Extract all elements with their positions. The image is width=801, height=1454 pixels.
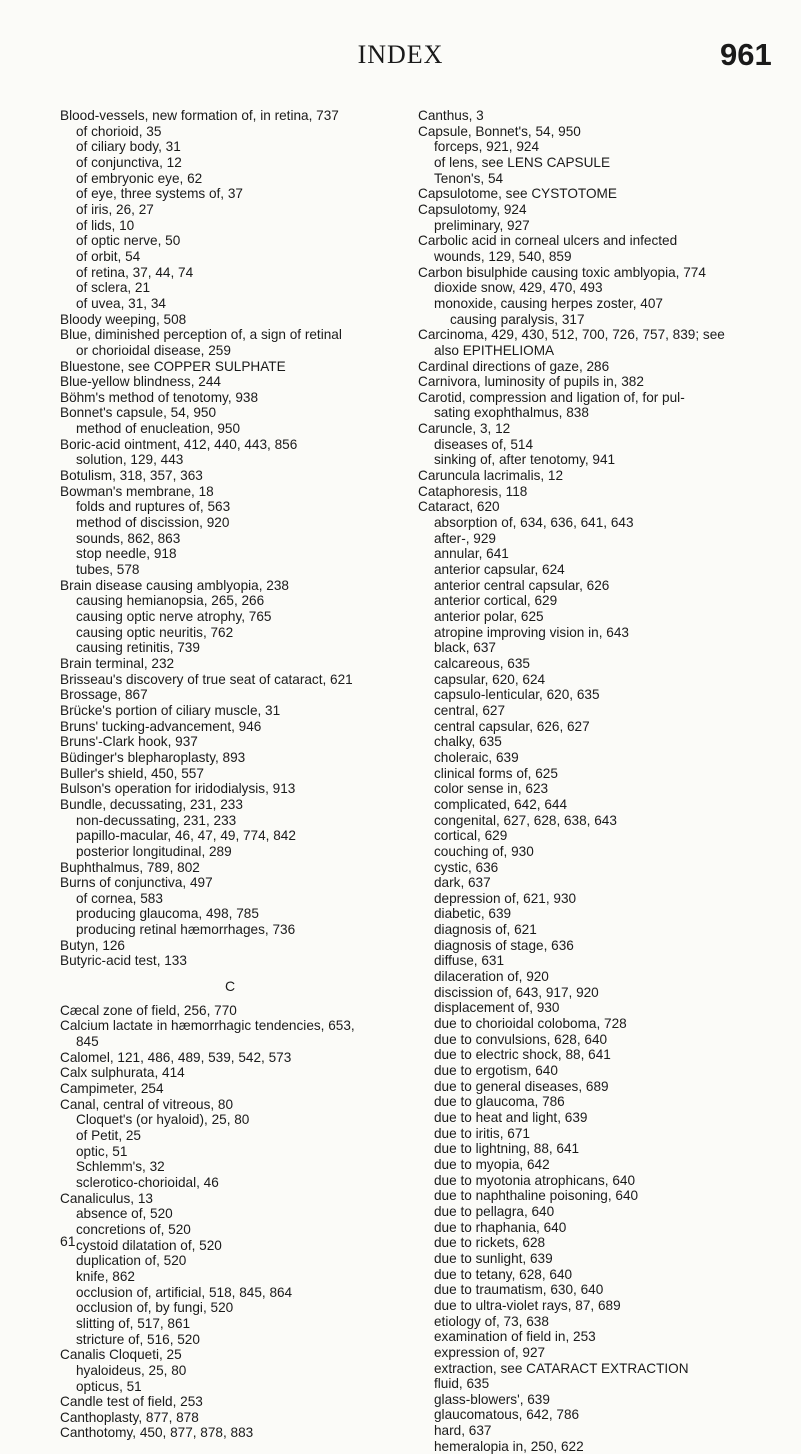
index-entry: Burns of conjunctiva, 497	[60, 875, 213, 891]
index-subentry: sating exophthalmus, 838	[434, 405, 589, 421]
index-subentry: due to electric shock, 88, 641	[434, 1047, 611, 1063]
index-entry: Botulism, 318, 357, 363	[60, 468, 203, 484]
index-entry: Brisseau's discovery of true seat of cataract, 621	[60, 671, 353, 687]
index-subentry: diagnosis of, 621	[434, 922, 537, 938]
index-subentry: anterior cortical, 629	[434, 593, 558, 609]
index-subentry: stricture of, 516, 520	[76, 1331, 200, 1347]
index-subentry: capsular, 620, 624	[434, 671, 546, 687]
index-entry: Carbon bisulphide causing toxic amblyopia, 774	[418, 264, 706, 280]
index-entry: Canthoplasty, 877, 878	[60, 1409, 199, 1425]
index-subentry: of retina, 37, 44, 74	[76, 264, 194, 280]
index-entry: Canaliculus, 13	[60, 1190, 153, 1206]
index-subentry: dilaceration of, 920	[434, 969, 549, 985]
index-entry: Carnivora, luminosity of pupils in, 382	[418, 374, 644, 390]
index-subentry: slitting of, 517, 861	[76, 1315, 191, 1331]
index-subentry: fluid, 635	[434, 1376, 490, 1392]
index-subentry: after-, 929	[434, 530, 496, 546]
index-entry: Carcinoma, 429, 430, 512, 700, 726, 757, 839; see	[418, 327, 725, 343]
index-subentry: wounds, 129, 540, 859	[434, 248, 572, 264]
index-entry: Bundle, decussating, 231, 233	[60, 796, 243, 812]
index-entry: Cataphoresis, 118	[418, 483, 528, 499]
index-subentry: diabetic, 639	[434, 906, 512, 922]
index-entry: Canthus, 3	[418, 108, 484, 123]
index-subentry: optic, 51	[76, 1143, 128, 1159]
index-entry: Blue-yellow blindness, 244	[60, 374, 221, 390]
index-subentry: diagnosis of stage, 636	[434, 937, 574, 953]
index-subentry: couching of, 930	[434, 843, 534, 859]
index-entry: Buller's shield, 450, 557	[60, 765, 204, 781]
index-subentry: choleraic, 639	[434, 749, 519, 765]
index-subentry: expression of, 927	[434, 1344, 546, 1360]
index-subentry: black, 637	[434, 640, 496, 656]
page-title: INDEX	[357, 40, 444, 69]
index-subentry: cortical, 629	[434, 828, 508, 844]
index-subentry: color sense in, 623	[434, 781, 549, 797]
index-subentry: monoxide, causing herpes zoster, 407	[434, 295, 663, 311]
index-subentry: of iris, 26, 27	[76, 201, 154, 217]
index-entry: Capsulotomy, 924	[418, 201, 527, 217]
index-entry: Calomel, 121, 486, 489, 539, 542, 573	[60, 1049, 292, 1065]
index-subentry: Schlemm's, 32	[76, 1159, 165, 1175]
index-entry: Campimeter, 254	[60, 1081, 164, 1097]
index-entry: Butyn, 126	[60, 937, 125, 953]
index-entry: Bonnet's capsule, 54, 950	[60, 405, 217, 421]
index-subentry: clinical forms of, 625	[434, 765, 558, 781]
index-subentry: anterior central capsular, 626	[434, 577, 610, 593]
index-entry: Butyric-acid test, 133	[60, 953, 187, 969]
index-subentry: due to rhaphania, 640	[434, 1219, 567, 1235]
index-subentry: papillo-macular, 46, 47, 49, 774, 842	[76, 828, 296, 844]
index-subentry: due to traumatism, 630, 640	[434, 1282, 604, 1298]
index-subentry: due to rickets, 628	[434, 1235, 546, 1251]
index-subentry: due to ultra-violet rays, 87, 689	[434, 1297, 621, 1313]
index-subentry: due to ergotism, 640	[434, 1063, 558, 1079]
index-subentry: complicated, 642, 644	[434, 796, 568, 812]
index-entry: Bluestone, see COPPER SULPHATE	[60, 358, 286, 374]
index-subentry: due to heat and light, 639	[434, 1110, 588, 1125]
index-column-left	[60, 108, 400, 1441]
index-subentry: method of discission, 920	[76, 515, 230, 531]
index-subentry: cystic, 636	[434, 859, 499, 875]
index-subentry: producing glaucoma, 498, 785	[76, 906, 259, 922]
index-entry: Capsulotome, see CYSTOTOME	[418, 186, 617, 202]
index-subentry: of lids, 10	[76, 217, 135, 233]
index-subentry: calcareous, 635	[434, 655, 530, 671]
index-subentry: producing retinal hæmorrhages, 736	[76, 922, 296, 938]
index-subentry: central capsular, 626, 627	[434, 718, 590, 734]
index-subentry: of ciliary body, 31	[76, 139, 181, 155]
index-subentry: diseases of, 514	[434, 436, 533, 452]
index-subentry: examination of field in, 253	[434, 1329, 596, 1345]
index-subentry: causing optic neuritis, 762	[76, 624, 234, 640]
index-subentry: solution, 129, 443	[76, 452, 184, 468]
index-subentry: anterior polar, 625	[434, 609, 544, 624]
index-entry: Calx sulphurata, 414	[60, 1065, 185, 1081]
index-subentry: due to naphthaline poisoning, 640	[434, 1188, 639, 1204]
index-subentry: displacement of, 930	[434, 1000, 560, 1016]
index-subentry: causing retinitis, 739	[76, 640, 200, 656]
index-subentry: causing optic nerve atrophy, 765	[76, 609, 272, 624]
index-subentry: stop needle, 918	[76, 546, 177, 562]
index-column-right	[418, 108, 792, 1454]
index-subentry: folds and ruptures of, 563	[76, 499, 231, 515]
index-entry: Candle test of field, 253	[60, 1394, 203, 1410]
index-subentry: sounds, 862, 863	[76, 530, 181, 546]
index-subentry: causing hemianopsia, 265, 266	[76, 593, 265, 609]
index-subentry: dioxide snow, 429, 470, 493	[434, 280, 603, 296]
index-subentry: due to iritis, 671	[434, 1125, 530, 1141]
index-subentry: preliminary, 927	[434, 217, 530, 233]
index-subentry: of lens, see LENS CAPSULE	[434, 154, 611, 170]
index-subentry: due to glaucoma, 786	[434, 1094, 565, 1110]
index-entry: Bowman's membrane, 18	[60, 483, 214, 499]
index-subentry: due to general diseases, 689	[434, 1078, 609, 1094]
index-subentry: duplication of, 520	[76, 1253, 187, 1269]
index-subentry: atropine improving vision in, 643	[434, 624, 629, 640]
index-entry: Böhm's method of tenotomy, 938	[60, 389, 259, 405]
index-subentry: glass-blowers', 639	[434, 1391, 550, 1407]
index-entry: Bloody weeping, 508	[60, 311, 187, 327]
index-subentry: of uvea, 31, 34	[76, 295, 166, 311]
index-subentry: of Petit, 25	[76, 1128, 141, 1143]
index-subentry: posterior longitudinal, 289	[76, 843, 232, 859]
index-subentry: sclerotico-chorioidal, 46	[76, 1174, 219, 1190]
index-entry: Brain disease causing amblyopia, 238	[60, 577, 289, 593]
index-entry: Caruncula lacrimalis, 12	[418, 468, 564, 484]
index-entry: Carbolic acid in corneal ulcers and infected	[418, 233, 678, 249]
index-entry: Buphthalmus, 789, 802	[60, 859, 200, 875]
index-entry: Büdinger's blepharoplasty, 893	[60, 749, 246, 765]
index-subentry: knife, 862	[76, 1268, 135, 1284]
index-subentry: due to myotonia atrophicans, 640	[434, 1172, 636, 1188]
index-subentry: of optic nerve, 50	[76, 233, 181, 249]
index-subentry: method of enucleation, 950	[76, 421, 241, 437]
index-subentry: due to convulsions, 628, 640	[434, 1031, 608, 1047]
index-subentry: or chorioidal disease, 259	[76, 342, 231, 358]
index-subentry: depression of, 621, 930	[434, 890, 577, 906]
index-subentry: absorption of, 634, 636, 641, 643	[434, 515, 634, 531]
index-subentry: Cloquet's (or hyaloid), 25, 80	[76, 1112, 250, 1128]
index-subentry: of sclera, 21	[76, 280, 151, 296]
index-subentry: due to sunlight, 639	[434, 1250, 553, 1266]
index-subentry: discission of, 643, 917, 920	[434, 984, 599, 1000]
index-entry: Blue, diminished perception of, a sign of retinal	[60, 327, 342, 343]
index-entry: Bruns' tucking-advancement, 946	[60, 718, 262, 734]
index-subentry: absence of, 520	[76, 1206, 173, 1222]
index-subentry: due to pellagra, 640	[434, 1203, 555, 1219]
index-subentry: forceps, 921, 924	[434, 139, 540, 155]
index-subentry: of embryonic eye, 62	[76, 170, 203, 186]
index-entry: Canal, central of vitreous, 80	[60, 1096, 234, 1112]
index-subentry: of conjunctiva, 12	[76, 154, 182, 170]
page-number: 961	[720, 37, 772, 72]
index-subentry: anterior capsular, 624	[434, 562, 565, 578]
index-subentry: extraction, see CATARACT EXTRACTION	[434, 1360, 689, 1376]
index-subentry: non-decussating, 231, 233	[76, 812, 237, 828]
index-subentry: dark, 637	[434, 875, 491, 891]
index-subentry: opticus, 51	[76, 1378, 142, 1394]
index-subentry: of orbit, 54	[76, 248, 141, 264]
index-subentry: due to myopia, 642	[434, 1156, 550, 1172]
index-subentry: sinking of, after tenotomy, 941	[434, 452, 616, 468]
index-subentry: glaucomatous, 642, 786	[434, 1407, 580, 1423]
index-entry: Cataract, 620	[418, 499, 500, 515]
index-entry: Cæcal zone of field, 256, 770	[60, 1002, 237, 1018]
index-subentry: capsulo-lenticular, 620, 635	[434, 687, 600, 703]
index-subentry: congenital, 627, 628, 638, 643	[434, 812, 617, 828]
index-entry: Cardinal directions of gaze, 286	[418, 358, 610, 374]
index-subentry: chalky, 635	[434, 734, 502, 750]
index-subentry: occlusion of, artificial, 518, 845, 864	[76, 1284, 293, 1300]
index-entry: Carotid, compression and ligation of, for pul-	[418, 389, 685, 405]
index-entry: Boric-acid ointment, 412, 440, 443, 856	[60, 436, 298, 452]
index-subentry: causing paralysis, 317	[450, 311, 585, 327]
index-subentry: annular, 641	[434, 546, 509, 562]
index-subentry: central, 627	[434, 702, 506, 718]
index-subentry: tubes, 578	[76, 562, 140, 578]
index-subentry: Tenon's, 54	[434, 170, 504, 186]
index-subentry: due to lightning, 88, 641	[434, 1141, 580, 1157]
section-letter: C	[224, 978, 236, 995]
index-entry: Brossage, 867	[60, 687, 148, 703]
index-subentry: hyaloideus, 25, 80	[76, 1362, 187, 1378]
index-subentry: hemeralopia in, 250, 622	[434, 1438, 584, 1454]
index-entry: Brücke's portion of ciliary muscle, 31	[60, 702, 281, 718]
index-entry: Brain terminal, 232	[60, 655, 175, 671]
index-subentry: of cornea, 583	[76, 890, 163, 906]
index-subentry: 845	[76, 1034, 99, 1050]
index-subentry: due to tetany, 628, 640	[434, 1266, 573, 1282]
index-entry: Blood-vessels, new formation of, in retina, 737	[60, 108, 339, 123]
index-entry: Calcium lactate in hæmorrhagic tendencies, 653,	[60, 1018, 355, 1034]
index-entry: Capsule, Bonnet's, 54, 950	[418, 123, 581, 139]
index-subentry: concretions of, 520	[76, 1221, 191, 1237]
index-entry: Caruncle, 3, 12	[418, 421, 511, 437]
index-subentry: diffuse, 631	[434, 953, 505, 969]
index-subentry: cystoid dilatation of, 520	[76, 1237, 222, 1253]
index-entry: Canalis Cloqueti, 25	[60, 1347, 182, 1363]
index-entry: Canthotomy, 450, 877, 878, 883	[60, 1425, 254, 1441]
index-subentry: of chorioid, 35	[76, 123, 162, 139]
index-entry: Bruns'-Clark hook, 937	[60, 734, 198, 750]
index-subentry: due to chorioidal coloboma, 728	[434, 1016, 627, 1032]
index-subentry: of eye, three systems of, 37	[76, 186, 243, 202]
index-subentry: hard, 637	[434, 1423, 492, 1439]
index-entry: Bulson's operation for iridodialysis, 913	[60, 781, 296, 797]
index-subentry: also EPITHELIOMA	[434, 342, 555, 358]
index-subentry: occlusion of, by fungi, 520	[76, 1300, 234, 1316]
signature-mark: 61	[60, 1233, 76, 1249]
index-subentry: etiology of, 73, 638	[434, 1313, 549, 1329]
